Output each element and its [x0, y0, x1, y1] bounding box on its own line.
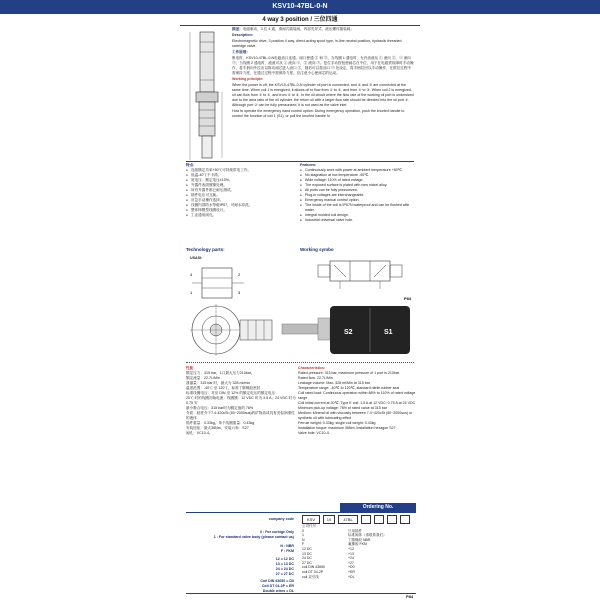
spec-item-cn: 介质：粘度介于7.4-420cSt (50~2000sus)的矿物油或具有类似润滑性的液体	[186, 411, 295, 420]
coil-option: Coil DT 04-2P = ER	[261, 584, 294, 588]
dotted-divider	[186, 362, 414, 363]
feature-item-en: ● Industrial universal valve hole.	[300, 218, 414, 223]
ordering-table-cell: 丁腈橡胶 NBR	[348, 537, 371, 542]
feature-item-cn: ● 低温-40℃不卡滞。	[186, 173, 298, 178]
description-panel	[232, 27, 414, 155]
ordering-table-cell: N	[302, 537, 305, 542]
option-1: 1 : For standard valve body (please contact us)	[213, 535, 294, 539]
working-symbol-diagram	[300, 255, 418, 295]
principle-heading-cn: 工作原理：	[232, 50, 250, 54]
features-cn-heading: 特点：	[186, 163, 197, 167]
option-0: 0 : For curbige Only	[260, 530, 294, 534]
seal-option: F : FKM	[280, 549, 294, 553]
company-code-label: company code	[268, 517, 294, 521]
voltage-option: 13 = 13 DC	[275, 562, 294, 566]
order-code-box	[374, 515, 384, 524]
ordering-table-cell: coil 双引线	[302, 574, 319, 579]
feature-item-cn: ● 插件电压可互换。	[186, 193, 298, 198]
feature-item-en: ● Continuously work with power at ambient temperature +80℃.	[300, 168, 414, 173]
feature-item-cn: ● 应急手动操作选择。	[186, 198, 298, 203]
ordering-table-cell: +27	[348, 560, 354, 565]
technical-drawing	[186, 302, 276, 358]
working-symbol-heading: Working symbo	[300, 247, 334, 252]
spec-item-cn: 温度范围：-40℃ 至 120℃，标准丁腈橡胶密封	[186, 386, 261, 390]
features-en-heading: Features:	[300, 163, 317, 167]
ordering-table-cell: 24 DC	[302, 556, 312, 561]
features-cn	[186, 163, 298, 243]
feature-item-cn: ● 外露件表面镀镍处理。	[186, 183, 298, 188]
spec-item-en: Temperature range: -40℃ to 120℃, standard nitrile rubber seal	[298, 386, 400, 390]
ordering-table-row	[302, 575, 412, 580]
ordering-table-cell: 0	[302, 528, 304, 533]
ordering-table-cell: 公司代号	[302, 524, 316, 528]
seal-option: N : NBR	[280, 544, 294, 548]
order-code-box: 10	[323, 515, 335, 524]
order-code-box	[387, 515, 397, 524]
technology-brand: USASI:	[190, 256, 203, 260]
spec-item-en: Valve hole: VC10-4.	[298, 431, 330, 435]
technology-heading: Technology parts:	[186, 247, 225, 252]
order-code-row	[302, 515, 410, 524]
ordering-table-cell: 1	[302, 533, 304, 538]
voltage-option: 27 = 27 DC	[275, 572, 294, 576]
ordering-table-cell: coil DIN 43650	[302, 565, 325, 570]
feature-item-en: ● The inside of the coil is IP67N waterproof and can be flushed with water.	[300, 203, 414, 213]
ordering-table-cell: 27 DC	[302, 560, 312, 565]
spec-item-cn: 安装扭矩：最大38Nm，安装六角：S27	[186, 426, 249, 430]
desc-heading-en: Description:	[232, 33, 253, 37]
feature-item-en: ● Plug-in voltages are interchangeable.	[300, 193, 414, 198]
spec-item-en: Ferrule weight: 0.33kg, single coil weight: 0.43kg	[298, 421, 376, 425]
specs-cn-heading: 性能：	[186, 366, 197, 370]
spec-item-en: Installation torque: maximum 38Nm, installation hexagon S27	[298, 426, 396, 430]
ordering-heading: Ordering No.	[340, 503, 416, 512]
ordering-table-cell: 只用插件	[348, 528, 362, 533]
ordering-table-cell: 12 DC	[302, 546, 312, 551]
feature-item-en: ● All ports can be fully pressurized.	[300, 188, 414, 193]
bottom-divider	[186, 593, 416, 594]
section-divider	[186, 161, 414, 162]
voltage-option: 24 = 24 DC	[275, 567, 294, 571]
tech-port-label: 3	[238, 290, 241, 295]
ordering-table-cell: F	[302, 542, 305, 547]
feature-item-cn: ● 连续额定功率+50℃可持续带电工作。	[186, 168, 298, 173]
ordering-table	[302, 524, 412, 579]
order-code-box	[400, 515, 410, 524]
desc-heading-cn: 描述：	[232, 27, 243, 31]
feature-item-cn: ● 线圈内部防水等级IP67，可耐水冲洗。	[186, 203, 298, 208]
spec-item-cn: 泄漏量：315 bar 时，最大为 328 ml/min	[186, 381, 251, 385]
principle-text-cn: 断电时，KSV10-47BL-0-N电磁油口连通，阀口使通 ② 和 ③，当线圈 1 通电时，允许油液从 ① 流向 ②，④ 流向 ③；当线圈 2 通电时，液流可从 ① 流向 ④，② 流向 ③。复位手动按钮使阀芯在中位，用于在电磁铁故障时手动操作，将手柄向外拉出以推动阀芯进入油口 ②，随后可以将油口 ③ 处设定，将手柄拉回以手动操作，在推拉过程中需保持力度，在通过过程中需保持力度。应注意小心使阀芯的运动。	[232, 56, 414, 75]
ordering-table-cell: +13	[348, 551, 354, 556]
order-code-box	[361, 515, 371, 524]
coil-option: Coil DIN 43650 = D0	[260, 579, 294, 583]
coil-label-s1: S1	[384, 329, 393, 336]
tech-port-label: 4	[190, 272, 193, 277]
ordering-table-cell: 标准阀体（请联系我们）	[348, 533, 387, 538]
product-photo	[280, 302, 416, 362]
ordering-table-cell: 氟橡胶 FKM	[348, 542, 367, 547]
spec-item-cn: 额定流量：22.7L/Min	[186, 376, 220, 380]
coil-label-s2: S2	[344, 329, 353, 336]
ordering-table-cell: +24	[348, 556, 354, 561]
feature-item-cn: ● 工业通用阀孔。	[186, 213, 298, 218]
voltage-options	[186, 557, 294, 577]
coil-options	[186, 579, 294, 594]
tech-port-label: 1	[190, 290, 193, 295]
feature-item-cn: ● 整体铸模型线圈设计。	[186, 208, 298, 213]
feature-item-en: ● No stagnation at low temperature -40℃.	[300, 173, 414, 178]
order-code-box: 47BL	[338, 515, 358, 524]
spec-item-cn: 最小吸合电压：315 bar时为额定值的 78%	[186, 406, 254, 410]
voltage-option: 12 = 12 DC	[275, 557, 294, 561]
ordering-table-cell: +ER	[348, 569, 355, 574]
spec-item-cn: 阀孔：VC10-4。	[186, 431, 213, 435]
feature-item-en: ● Integral molded coil design.	[300, 213, 414, 218]
specs-cn	[186, 366, 296, 498]
principle-text-en-2: How to operate the emergency hand control option: During emergency operation, push the knurled handle to control the function of coil 1 (S1), or pull the knurled handle to	[232, 109, 405, 118]
ordering-table-cell: coil DT 04-2P	[302, 569, 324, 574]
spec-item-cn: 20℃ 时的线圈初始电流：线圈额：12 VDC 时为 3.5 A；24 VDC 时为 0.75 安	[186, 396, 296, 405]
feature-item-en: ● The exposed surface is plated with new nickel alloy.	[300, 183, 414, 188]
ordering-table-cell: 13 DC	[302, 551, 312, 556]
coil-option: Double wires = DL	[262, 589, 294, 593]
spec-item-en: Coil initial current at 20℃: Type E coil: 1.5 A at 12 VDC; 0.75 A at 24 VDC	[298, 401, 416, 405]
order-code-box: KSV	[302, 515, 320, 524]
spec-item-en: Rated flow: 22.7L/Min	[298, 376, 333, 380]
ordering-table-cell: +D0	[348, 565, 355, 570]
desc-text-en: Electromagnetic drive, 3 position 4 way, direct-acting spool type, in-line neutral position, hydraulic threaded cartridge valve.	[232, 39, 402, 48]
principle-text-en-1: When the power is off, the KSV10-47BL-0-N cylinder oil port is connected, and ② and ③ are connected at the same time. When coil 1 is energized, it allows oil to flow from ① to ②, and from ④ to ③. When coil 2 is energized, oil can flow from ① to ④, and from ② to ③. In the oil circuit where the flow rate of the working oil port is undersized due to the area ratio of the oil cylinder, the return oil with a larger flow rate should be directed into the oil port ②. Although port ② can be fully pressurized, it is not used as the valve inlet.	[232, 83, 414, 107]
feature-item-en: ● Emergency manual control option.	[300, 198, 414, 203]
specs-en	[298, 366, 416, 500]
features-en	[300, 163, 414, 243]
spec-item-cn: 标准线圈电压：对应 DIN 至 12% 的额定电压的额定电压	[186, 391, 276, 395]
desc-text-cn: 电磁驱动，3 位 4 通，滑阀式插装阀，内部先导式，液压螺纹插装阀。	[242, 27, 354, 31]
spec-item-cn: 额定压力：315 bar，1口最大压力210bar。	[186, 371, 255, 375]
seal-options	[186, 544, 294, 554]
spec-item-cn: 插件重量：0.33kg。单个线圈重量：0.43kg	[186, 421, 255, 425]
ordering-table-cell: +DL	[348, 574, 355, 579]
spec-item-en: Medium: Mineral oil with viscosity between 7.4~420cSt (50~2000sus) or synthetic oil with lubricating effect	[298, 411, 413, 420]
page-number-bottom: P84	[406, 594, 414, 599]
ordering-divider	[186, 512, 416, 513]
spec-item-en: Leakage volume: Max. 328 ml/Min at 315 bar	[298, 381, 370, 385]
tech-port-label: 2	[238, 272, 241, 277]
page-number-top: P83	[404, 296, 412, 301]
feature-item-cn: ● 宽电压：额定电压±10%。	[186, 178, 298, 183]
page-subtitle: 4 way 3 position / 三位四通	[262, 17, 338, 23]
spec-item-en: Coil rated load: Continuous operation within 88% to 110% of rated voltage range	[298, 391, 416, 400]
page-title: KSV10-47BL-0-N	[0, 0, 600, 14]
spec-item-en: Rated pressure: 315 bar, maximum pressure of 1 port is 210bar.	[298, 371, 400, 375]
spec-item-en: Minimum pick-up voltage: 78% of rated value at 315 bar	[298, 406, 387, 410]
feature-item-en: ● Wide voltage: 110% of rated voltage.	[300, 178, 414, 183]
principle-heading-en: Working principle:	[232, 77, 264, 81]
valve-drawing	[186, 30, 230, 170]
subtitle-underline	[180, 25, 420, 26]
ordering-table-cell: +12	[348, 546, 354, 551]
feature-item-cn: ● 所有外露件都已耐压测试。	[186, 188, 298, 193]
specs-en-heading: Characteristics:	[298, 366, 326, 370]
